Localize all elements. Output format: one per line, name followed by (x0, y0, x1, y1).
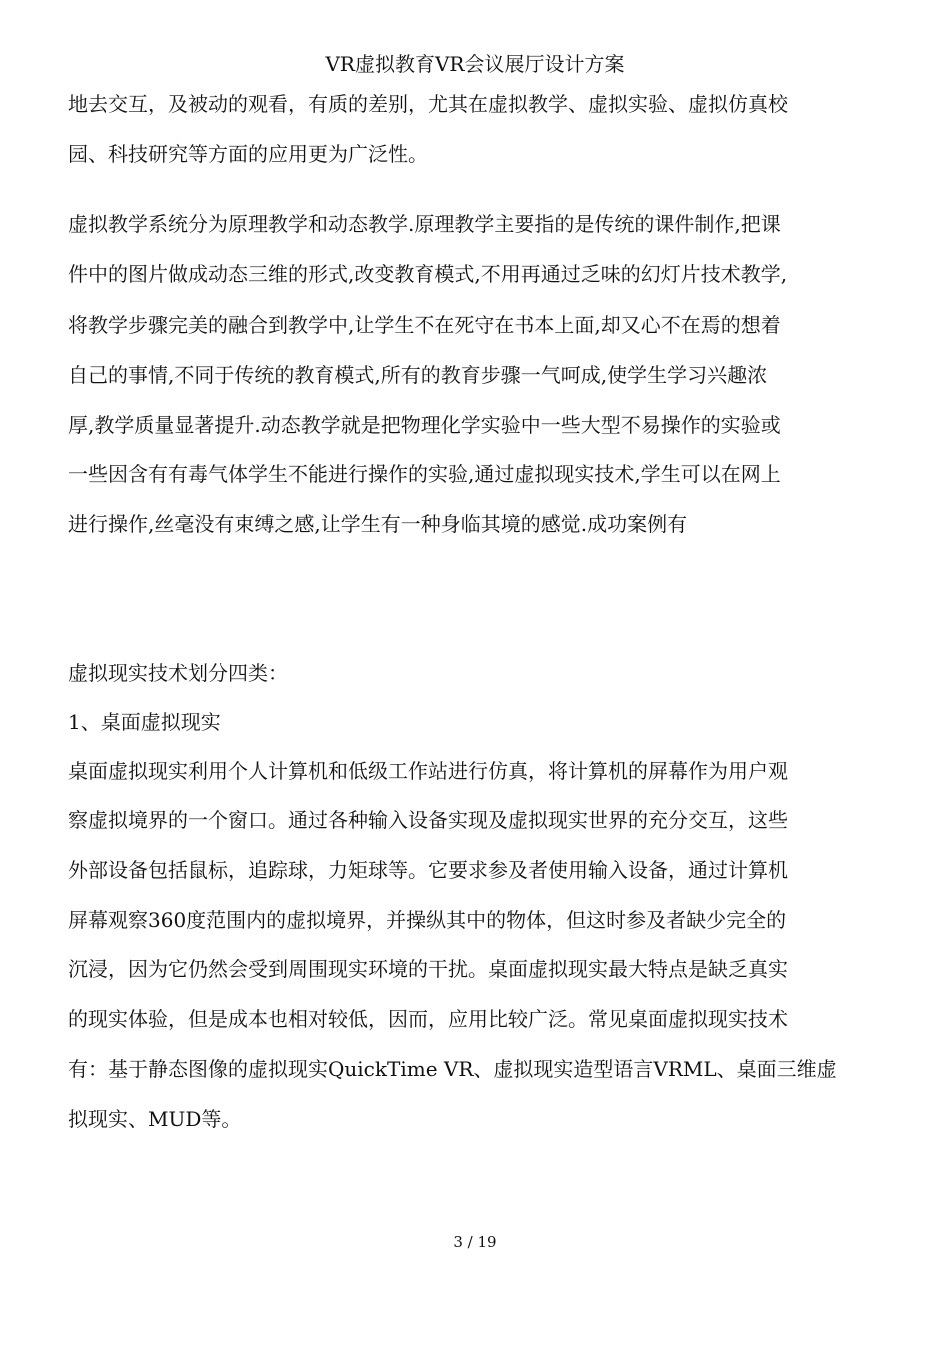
page-number: 3 / 19 (453, 1233, 497, 1251)
paragraph-line: 桌面虚拟现实利用个人计算机和低级工作站进行仿真，将计算机的屏幕作为用户观 (68, 759, 788, 783)
paragraph-line: 的现实体验，但是成本也相对较低，因而，应用比较广泛。常见桌面虚拟现实技术 (68, 1007, 788, 1031)
page-header: VR虚拟教育VR会议展厅设计方案 (325, 52, 625, 76)
paragraph-line: 拟现实、MUD等。 (68, 1107, 242, 1131)
paragraph-line: 沉浸，因为它仍然会受到周围现实环境的干扰。桌面虚拟现实最大特点是缺乏真实 (68, 957, 788, 981)
paragraph-line: 外部设备包括鼠标，追踪球，力矩球等。它要求参及者使用输入设备，通过计算机 (68, 858, 788, 882)
paragraph-line: 察虚拟境界的一个窗口。通过各种输入设备实现及虚拟现实世界的充分交互，这些 (68, 808, 788, 832)
paragraph-line: 件中的图片做成动态三维的形式,改变教育模式,不用再通过乏味的幻灯片技术教学, (68, 262, 788, 286)
paragraph-line: 进行操作,丝毫没有束缚之感,让学生有一种身临其境的感觉.成功案例有 (68, 512, 688, 536)
paragraph-line: 虚拟教学系统分为原理教学和动态教学.原理教学主要指的是传统的课件制作,把课 (68, 212, 781, 236)
paragraph-line: 自己的事情,不同于传统的教育模式,所有的教育步骤一气呵成,使学生学习兴趣浓 (68, 363, 768, 387)
paragraph-line: 屏幕观察360度范围内的虚拟境界，并操纵其中的物体，但这时参及者缺少完全的 (68, 908, 787, 932)
subheading: 1、桌面虚拟现实 (68, 710, 221, 734)
paragraph-line: 将教学步骤完美的融合到教学中,让学生不在死守在书本上面,却又心不在焉的想着 (68, 313, 781, 337)
section-heading: 虚拟现实技术划分四类： (68, 661, 288, 685)
paragraph-line: 园、科技研究等方面的应用更为广泛性。 (68, 142, 428, 166)
paragraph-line: 有：基于静态图像的虚拟现实QuickTime VR、虚拟现实造型语言VRML、桌面三维虚 (68, 1057, 837, 1081)
paragraph-line: 一些因含有有毒气体学生不能进行操作的实验,通过虚拟现实技术,学生可以在网上 (68, 462, 781, 486)
paragraph-line: 地去交互，及被动的观看，有质的差别，尤其在虚拟教学、虚拟实验、虚拟仿真校 (68, 92, 788, 116)
paragraph-line: 厚,教学质量显著提升.动态教学就是把物理化学实验中一些大型不易操作的实验或 (68, 413, 781, 437)
